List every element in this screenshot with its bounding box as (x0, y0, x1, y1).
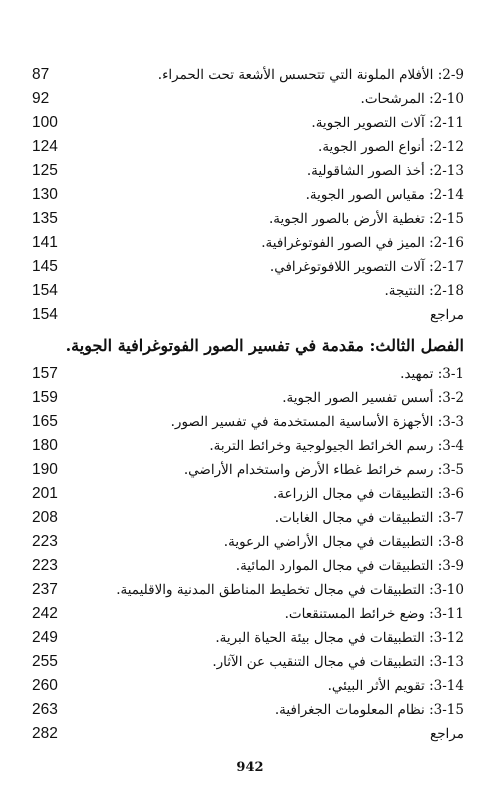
toc-entry (32, 159, 464, 183)
toc-entry (32, 482, 464, 506)
toc-page-number: 190 (32, 461, 58, 478)
toc-entry-title: 3-4: رسم الخرائط الجيولوجية وخرائط التربة. (209, 438, 464, 454)
toc-entry-title: مراجع (430, 726, 464, 742)
toc-page-number: 92 (32, 90, 50, 107)
toc-entry-title: 3-5: رسم خرائط غطاء الأرض واستخدام الأراضي. (183, 462, 464, 478)
toc-entry (32, 410, 464, 434)
toc-entry-title: 2-15: تغطية الأرض بالصور الجوية. (268, 211, 464, 227)
toc-entry (32, 626, 464, 650)
toc-page-number: 242 (32, 605, 58, 622)
toc-page-number: 208 (32, 509, 58, 526)
toc-page-number: 145 (32, 258, 58, 275)
toc-entry (32, 578, 464, 602)
toc-page-number: 87 (32, 66, 50, 83)
toc-entry (32, 207, 464, 231)
toc-entry (32, 674, 464, 698)
toc-entry-title: 3-1: تمهيد. (400, 366, 464, 382)
toc-entry-title: 3-13: التطبيقات في مجال التنقيب عن الآثار. (212, 654, 464, 670)
toc-entry (32, 506, 464, 530)
toc-page-number: 141 (32, 234, 58, 251)
toc-entry-title: 2-16: الميز في الصور الفوتوغرافية. (261, 235, 464, 251)
toc-entry-title: 3-6: التطبيقات في مجال الزراعة. (272, 486, 464, 502)
toc-entry-title: 2-9: الأفلام الملونة التي تتحسس الأشعة تحت الحمراء. (157, 67, 464, 83)
toc-page-number: 154 (32, 282, 58, 299)
toc-entry-title: 3-7: التطبيقات في مجال الغابات. (274, 510, 464, 526)
toc-entry (32, 650, 464, 674)
toc-entry-title: 2-18: النتيجة. (384, 283, 464, 299)
toc-entry (32, 458, 464, 482)
toc-entry (32, 135, 464, 159)
toc-page-number: 255 (32, 653, 58, 670)
toc-entry (32, 183, 464, 207)
toc-page-number: 180 (32, 437, 58, 454)
toc-page-number: 135 (32, 210, 58, 227)
toc-entry-title: 2-12: أنواع الصور الجوية. (318, 139, 464, 155)
toc-entry-references (32, 303, 464, 327)
toc-entry-title: 2-17: آلات التصوير اللافوتوغرافي. (269, 259, 464, 275)
toc-entry-title: 3-8: التطبيقات في مجال الأراضي الرعوية. (223, 534, 464, 550)
toc-entry-title: 3-9: التطبيقات في مجال الموارد المائية. (235, 558, 464, 574)
toc-entry-title: 3-10: التطبيقات في مجال تخطيط المناطق المدنية والاقليمية. (116, 582, 464, 598)
toc-entry-title: 3-11: وضع خرائط المستنقعات. (284, 606, 464, 622)
toc-page-number: 201 (32, 485, 58, 502)
toc-page-number: 237 (32, 581, 58, 598)
chapter-heading: الفصل الثالث: مقدمة في تفسير الصور الفوتوغرافية الجوية. (65, 336, 464, 355)
toc-page-number: 223 (32, 557, 58, 574)
toc-page-number: 282 (32, 725, 58, 742)
toc-entry (32, 386, 464, 410)
toc-entry-title: 2-13: أخذ الصور الشاقولية. (306, 163, 464, 179)
toc-entry (32, 602, 464, 626)
toc-entry-title: 2-10: المرشحات. (360, 91, 464, 107)
toc-page-number: 263 (32, 701, 58, 718)
toc-page-number: 125 (32, 162, 58, 179)
toc-page-number: 249 (32, 629, 58, 646)
toc-entry-title: 2-14: مقياس الصور الجوية. (305, 187, 464, 203)
toc-entry (32, 434, 464, 458)
toc-page-number: 165 (32, 413, 58, 430)
toc-entry-references (32, 722, 464, 746)
toc-entry (32, 362, 464, 386)
toc-entry-title: 3-15: نظام المعلومات الجغرافية. (274, 702, 464, 718)
toc-page-number: 159 (32, 389, 58, 406)
toc-entry (32, 63, 464, 87)
toc-page-number: 124 (32, 138, 58, 155)
toc-entry (32, 111, 464, 135)
toc-page-number: 130 (32, 186, 58, 203)
toc-entry-title: مراجع (430, 307, 464, 323)
toc-entry-title: 3-12: التطبيقات في مجال بيئة الحياة البرية. (215, 630, 464, 646)
toc-entry (32, 530, 464, 554)
toc-page-number: 157 (32, 365, 58, 382)
toc-entry-title: 3-2: أسس تفسير الصور الجوية. (282, 390, 464, 406)
toc-page-number: 154 (32, 306, 58, 323)
toc-entry (32, 279, 464, 303)
toc-entry (32, 231, 464, 255)
toc-page-number: 223 (32, 533, 58, 550)
toc-entry (32, 255, 464, 279)
page-number: 942 (236, 760, 264, 775)
toc-entry (32, 698, 464, 722)
toc-page-number: 100 (32, 114, 58, 131)
toc-entry (32, 554, 464, 578)
toc-page-number: 260 (32, 677, 58, 694)
toc-entry (32, 87, 464, 111)
toc-entry-title: 2-11: آلات التصوير الجوية. (311, 115, 464, 131)
toc-entry-title: 3-3: الأجهزة الأساسية المستخدمة في تفسير الصور. (170, 414, 464, 430)
toc-entry-title: 3-14: تقويم الأثر البيئي. (327, 678, 464, 694)
